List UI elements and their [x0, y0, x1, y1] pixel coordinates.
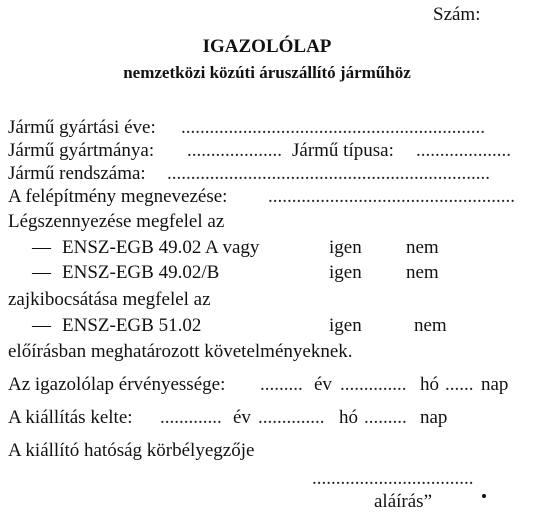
norm-dash: —: [32, 315, 51, 336]
issue-year-unit: év: [233, 407, 251, 428]
document-subtitle: nemzetközi közúti áruszállító járműhöz: [123, 63, 411, 82]
requirements-text: előírásban meghatározott követelményeknek.: [8, 341, 353, 362]
validity-day-unit: nap: [481, 374, 509, 395]
bodywork-field: ....................................................: [268, 186, 515, 207]
issue-month-field: ..............: [258, 407, 325, 428]
bodywork-label: A felépítmény megnevezése:: [8, 186, 228, 207]
validity-label: Az igazolólap érvényessége:: [8, 374, 226, 395]
registration-field: ....................................................................: [167, 163, 490, 184]
norm-no-option: nem: [406, 237, 439, 258]
document-title: IGAZOLÓLAP: [202, 36, 332, 57]
signature-label: aláírás”: [374, 491, 433, 512]
manufacture-year-label: Jármű gyártási éve:: [8, 117, 156, 138]
ink-dot: [482, 494, 486, 498]
make-field: ....................: [187, 140, 282, 161]
norm-dash: —: [32, 262, 51, 283]
validity-year-unit: év: [314, 374, 332, 395]
emission-label: Légszennyezése megfelel az: [8, 211, 225, 232]
issue-date-label: A kiállítás kelte:: [8, 407, 133, 428]
norm-name: ENSZ-EGB 51.02: [62, 315, 202, 336]
validity-year-field: .........: [260, 374, 303, 395]
type-label: Jármű típusa:: [292, 140, 394, 161]
norm-dash: —: [32, 237, 51, 258]
signature-line: ..................................: [312, 468, 474, 489]
issue-day-unit: nap: [420, 407, 448, 428]
validity-month-unit: hó: [420, 374, 439, 395]
validity-month-field: ..............: [340, 374, 407, 395]
norm-yes-option: igen: [329, 262, 362, 283]
manufacture-year-field: ................................................................: [181, 117, 485, 138]
validity-day-field: ......: [445, 374, 474, 395]
norm-yes-option: igen: [329, 237, 362, 258]
issue-day-field: .........: [364, 407, 407, 428]
issue-year-field: .............: [160, 407, 222, 428]
make-label: Jármű gyártmánya:: [8, 140, 155, 161]
number-label: Szám:: [433, 4, 481, 25]
norm-yes-option: igen: [329, 315, 362, 336]
authority-stamp-label: A kiállító hatóság körbélyegzője: [8, 440, 255, 461]
norm-name: ENSZ-EGB 49.02/B: [62, 262, 220, 283]
issue-month-unit: hó: [339, 407, 358, 428]
type-field: ....................: [416, 140, 511, 161]
norm-name: ENSZ-EGB 49.02 A vagy: [62, 237, 260, 258]
noise-label: zajkibocsátása megfelel az: [8, 289, 211, 310]
norm-no-option: nem: [406, 262, 439, 283]
norm-no-option: nem: [414, 315, 447, 336]
registration-label: Jármű rendszáma:: [8, 163, 146, 184]
